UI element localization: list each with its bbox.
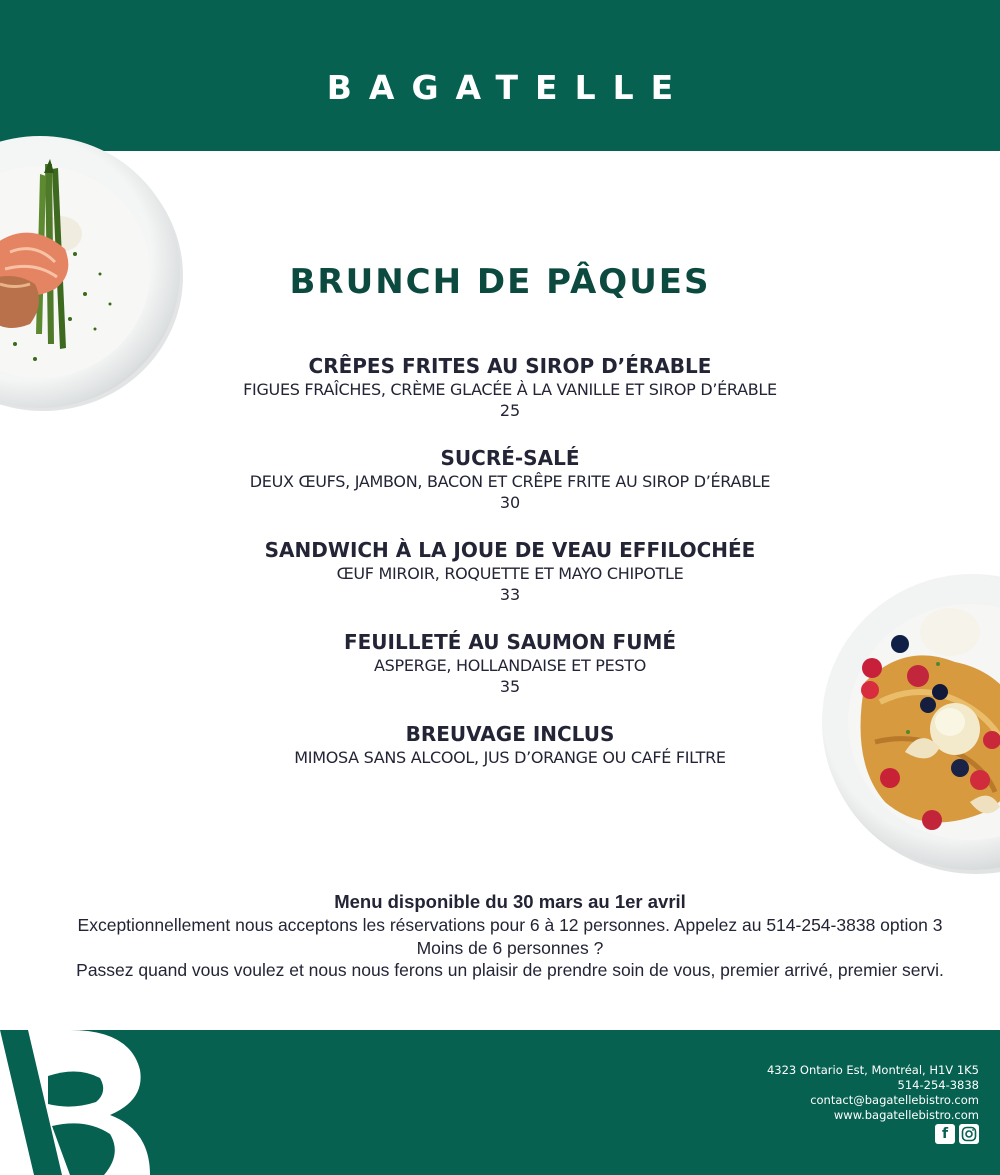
dish-description: FIGUES FRAÎCHES, CRÈME GLACÉE À LA VANILLE ET SIROP D’ÉRABLE [243,380,777,399]
facebook-glyph: f [941,1126,949,1142]
dish-description: ŒUF MIROIR, ROQUETTE ET MAYO CHIPOTLE [336,564,684,583]
footer-bar [0,1030,1000,1175]
dish-description: MIMOSA SANS ALCOOL, JUS D’ORANGE OU CAFÉ FILTRE [294,748,726,767]
menu-title: BRUNCH DE PÂQUES [289,262,711,302]
email-link[interactable]: contact@bagatellebistro.com [810,1093,979,1107]
instagram-glyph [961,1126,977,1142]
facebook-icon[interactable] [935,1124,955,1144]
menu-item [200,630,820,722]
dish-name: SANDWICH À LA JOUE DE VEAU EFFILOCHÉE [264,538,756,562]
dish-description: DEUX ŒUFS, JAMBON, BACON ET CRÊPE FRITE AU SIROP D’ÉRABLE [249,472,771,491]
availability-info [0,890,1000,982]
dish-name: CRÊPES FRITES AU SIROP D’ÉRABLE [308,354,712,378]
menu-item [200,722,820,814]
dish-price: 35 [499,677,521,696]
dish-name: FEUILLETÉ AU SAUMON FUMÉ [343,630,677,654]
menu-item [200,446,820,538]
crepes-plate-image [820,572,1000,874]
menu-item [200,538,820,630]
walk-in-note: Passez quand vous voulez et nous nous ferons un plaisir de prendre soin de vous, premier arrivé, premier servi. [76,960,944,980]
brand-name: BAGATELLE [326,68,691,107]
address: 4323 Ontario Est, Montréal, H1V 1K5 [766,1063,979,1077]
phone-number[interactable]: 514-254-3838 [897,1078,979,1092]
dish-price: 33 [499,585,521,604]
dish-name: BREUVAGE INCLUS [405,722,615,746]
bagatelle-b-logo [0,1030,150,1175]
menu-item [200,354,820,446]
dish-name: SUCRÉ-SALÉ [440,446,580,470]
website-link[interactable]: www.bagatellebistro.com [833,1108,979,1122]
small-group-question: Moins de 6 personnes ? [416,937,604,958]
reservation-note: Exceptionnellement nous acceptons les réservations pour 6 à 12 personnes. Appelez au 514-254-3838 option 3 [77,915,943,935]
header-bar [0,0,1000,151]
social-links [935,1124,979,1144]
dish-price: 30 [499,493,521,512]
dish-price: 25 [499,401,521,420]
menu-list [200,354,820,814]
contact-block [767,1063,979,1123]
availability-dates: Menu disponible du 30 mars au 1er avril [334,891,686,912]
instagram-icon[interactable] [959,1124,979,1144]
dish-description: ASPERGE, HOLLANDAISE ET PESTO [374,656,646,675]
